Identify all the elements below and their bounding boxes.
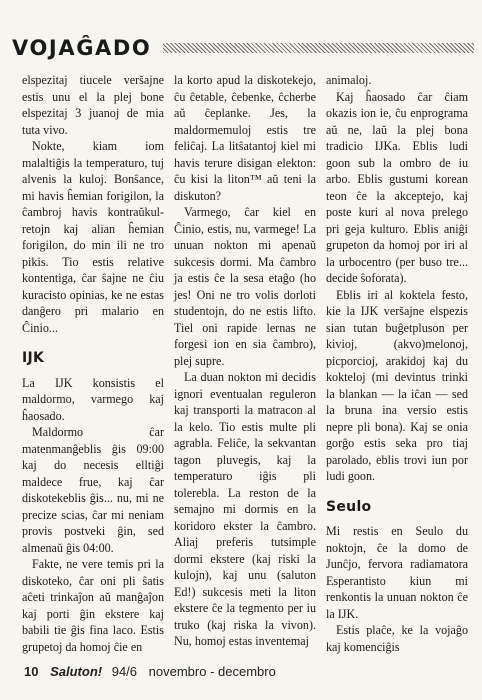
section-title: VOJAĜADO [12, 36, 152, 60]
header-hatch-rule [163, 43, 474, 53]
issue-months: novembro - decembro [148, 664, 276, 679]
section-header [12, 28, 474, 68]
paragraph: animaloj. [326, 73, 372, 87]
paragraph: Maldormo ĉar matenmanĝeblis ĝis 09:00 kaj do necesis elltiĝi maldece frue, kaj ĉar diskotekeblis ĝis... nu, mi ne precize scias, ĉar mi neniam provis postveki ĝin, sed almenaŭ ĝis 04:00. [22, 425, 164, 555]
paragraph: Kaj ĥaosado ĉar ĉiam okazis ion ie, ĉu enprograma aŭ ne, laŭ la plej bona tradicio IJKa. Eblis ludi goon sub la ombro de iu arbo. Eblis gustumi korean teon ĉe la akceptejo, kaj poste kuri al nova prelego pri geja kulturo. Eblis aniĝi grupeton da homoj por iri al la urbocentro (per buso tre... decide ŝoforata). [326, 89, 468, 285]
paragraph: Estis plaĉe, ke la vojaĝo kaj komenciĝis [326, 623, 468, 654]
paragraph: Varmego, ĉar kiel en Ĉinio, estis, nu, varmege! La unuan nokton mi apenaŭ sukcesis dormi. Ma ĉambro ja estis ĉe la sesa etaĝo (ho jes! Oni ne tro volis dorloti studentojn, do ne estis lifto. Tiel oni rapide lernas ne forgesi ion en sia ĉambro), plej supre. [174, 205, 316, 368]
issue-number: 94/6 [111, 664, 138, 679]
paragraph: Mi restis en Seulo du noktojn, ĉe la domo de Junĉjo, fervora radiamatora Esperantisto kiun mi renkontis la unuan nokton ĉe la IJK. [326, 524, 468, 621]
paragraph: Fakte, ne vere temis pri la diskoteko, ĉar oni pli ŝatis aĉeti trinkaĵon aŭ manĝaĵon kaj porti ĝin ekstere kaj babili tie ĝis fina laco. Estis grupetoj da homoj ĉie en [22, 557, 164, 654]
paragraph: Eblis iri al koktela festo, kie la IJK veršajne elspezis sian tutan buĝetpluson per kivioj, (akvo)melonoj, picporcioj, arakidoj kaj du kokteloj (mi devintus trinki la blankan — la iĉan — sed la bruna ina versio estis nepre pli bona). Kaj se onia gorĝo estis seka pro tiaj parolado, eblis trovi iun por ludi goon. [326, 287, 468, 483]
paragraph: la korto apud la diskotekejo, ĉu ĉetable, ĉebenke, ĉcherbe aŭ ĉeplanke. Jes, la maldormemuloj estis tre feliĉaj. La litŝatantoj kiel mi havis terure disigan elekton: ĉu kisi la liton™ aŭ teni la diskuton? [174, 73, 316, 203]
magazine-name: Saluton! [50, 664, 103, 679]
page-footer [24, 664, 464, 679]
paragraph: Nokte, kiam iom malaltiĝis la temperaturo, tuj alvenis la kuloj. Bonŝance, mi havis ĥemian forigilon, la ĉambroj havis kontraŭkul-retojn kaj alian ĥemian forigilon, do min ili ne tro pikis. Tio estis relative kontentiga, ĉar ŝajne ne ĉiu kuracisto opinias, ke ne estas danĝero pri malario en Ĉinio... [22, 139, 164, 335]
article-column-1 [22, 72, 164, 655]
page-number: 10 [24, 664, 39, 679]
paragraph: La duan nokton mi decidis ignori eventualan reguleron kaj transporti la matracon al la kelo. Tio estis multe pli agrabla. Feliĉe, la sekvantan tagon pluvegis, kaj la temperaturo iĝis pli tolerebla. La reston de la semajno mi dormis en la koridoro ekster la ĉambro. Aliaj preferis tutsimple dormi ekstere (kaj riski la kulojn), kaj unu (saluton Ed!) sukcesis meti la liton ekstere ĉe la tegmento per iu truko (kaj riska la vivon). Nu, homoj estas inventemaj [174, 370, 316, 648]
paragraph: elspezitaj tiucele veršajne estis unu el la plej bone elspezitaj 3 juanoj de mia tuta vivo. [22, 73, 164, 137]
paragraph: La IJK konsistis el maldormo, varmego kaj ĥaosado. [22, 375, 164, 423]
article-column-3 [326, 72, 468, 655]
section-heading: Seulo [326, 498, 372, 515]
article-column-2 [174, 72, 316, 650]
section-heading: IJK [22, 350, 45, 366]
